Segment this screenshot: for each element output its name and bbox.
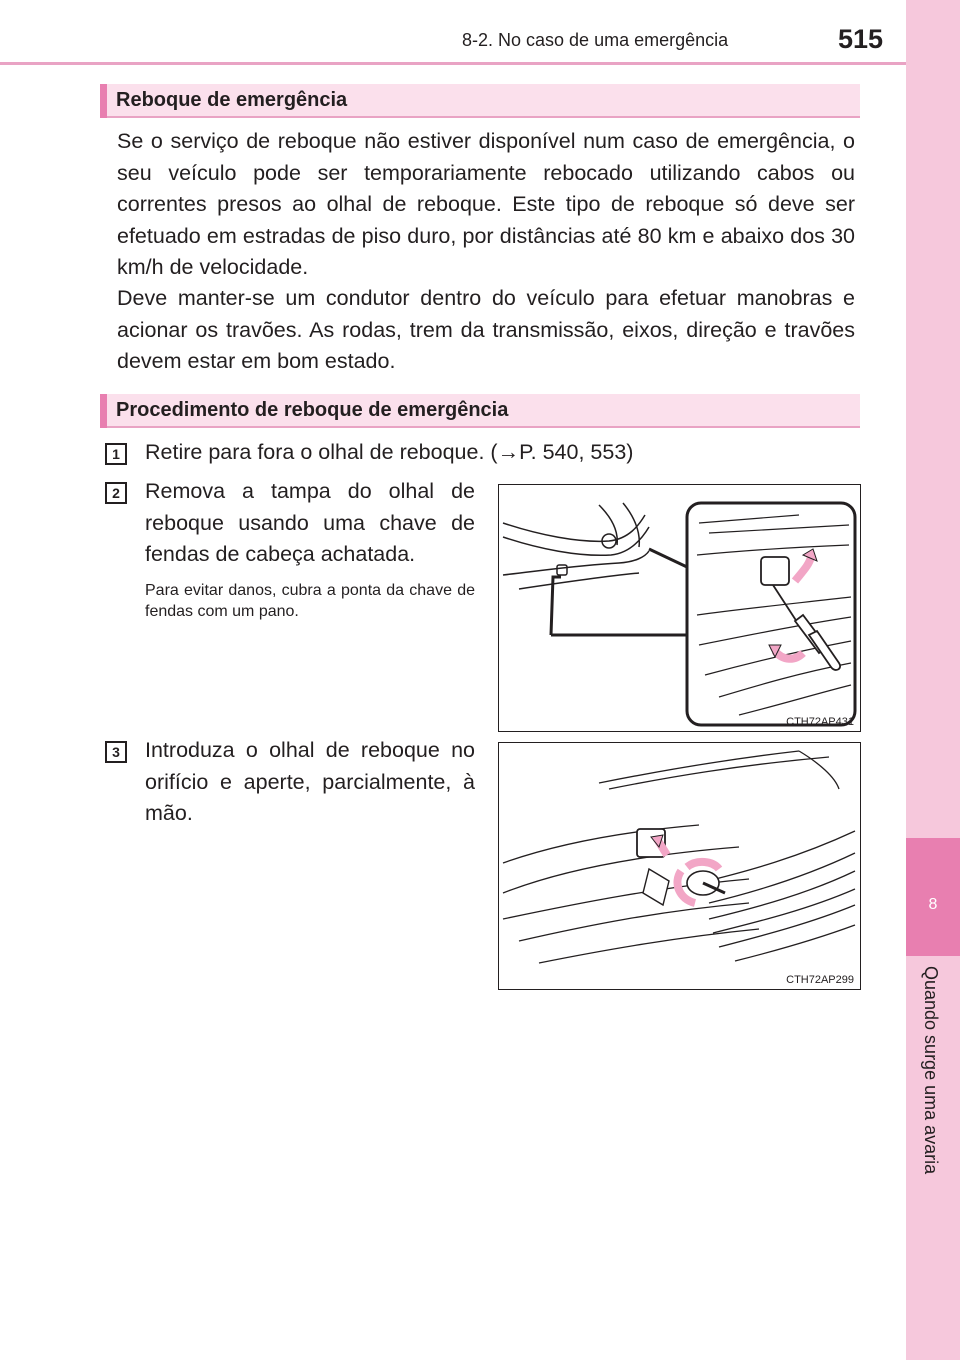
section-title: Reboque de emergência [116,89,348,111]
step-2-note: Para evitar danos, cubra a ponta da chave de fendas com um pano. [145,582,475,620]
figure-code: CTH72AP299 [786,974,854,986]
screwdriver-removing-cap-illustration [499,485,861,732]
driver-paragraph: Deve manter-se um condutor dentro do veículo para efetuar manobras e acionar os travões. As rodas, trem da transmissão, eixos, direção e travões devem estar em bom estado. [117,286,855,373]
header-section-title: 8-2. No caso de uma emergência [462,30,729,50]
step-3-figure [498,742,861,990]
section-header-accent-bar [100,394,107,428]
header-divider [0,62,906,65]
section-header-accent-bar [100,84,107,118]
step-2-text: Remova a tampa do olhal de reboque usando uma chave de fendas de cabeça achatada. [145,479,475,566]
towing-eye-insertion-illustration [499,743,861,990]
step-number-badge: 3 [105,741,127,763]
chapter-number: 8 [928,896,938,913]
step-3-text: Introduza o olhal de reboque no orifício e aperte, parcialmente, à mão. [145,738,475,825]
section-header-towing-procedure [100,394,860,428]
step-2-figure [498,484,861,732]
page-number: 515 [838,24,884,54]
section-title: Procedimento de reboque de emergência [116,399,509,421]
intro-paragraph: Se o serviço de reboque não estiver disponível num caso de emergência, o seu veículo pode ser temporariamente rebocado utilizando cabos ou correntes presos ao olhal de reboque. Este tipo de reboque só deve ser efetuado em estradas de piso duro, por distâncias até 80 km e abaixo dos 30 km/h de velocidade. [117,129,855,279]
section-header-emergency-towing [100,84,860,118]
step-1-text: Retire para fora o olhal de reboque. (→P. 540, 553) [145,440,634,464]
figure-code: CTH72AP431 [786,716,854,728]
step-number-badge: 2 [105,482,127,504]
step-number-badge: 1 [105,443,127,465]
chapter-title: Quando surge uma avaria [921,966,941,1175]
